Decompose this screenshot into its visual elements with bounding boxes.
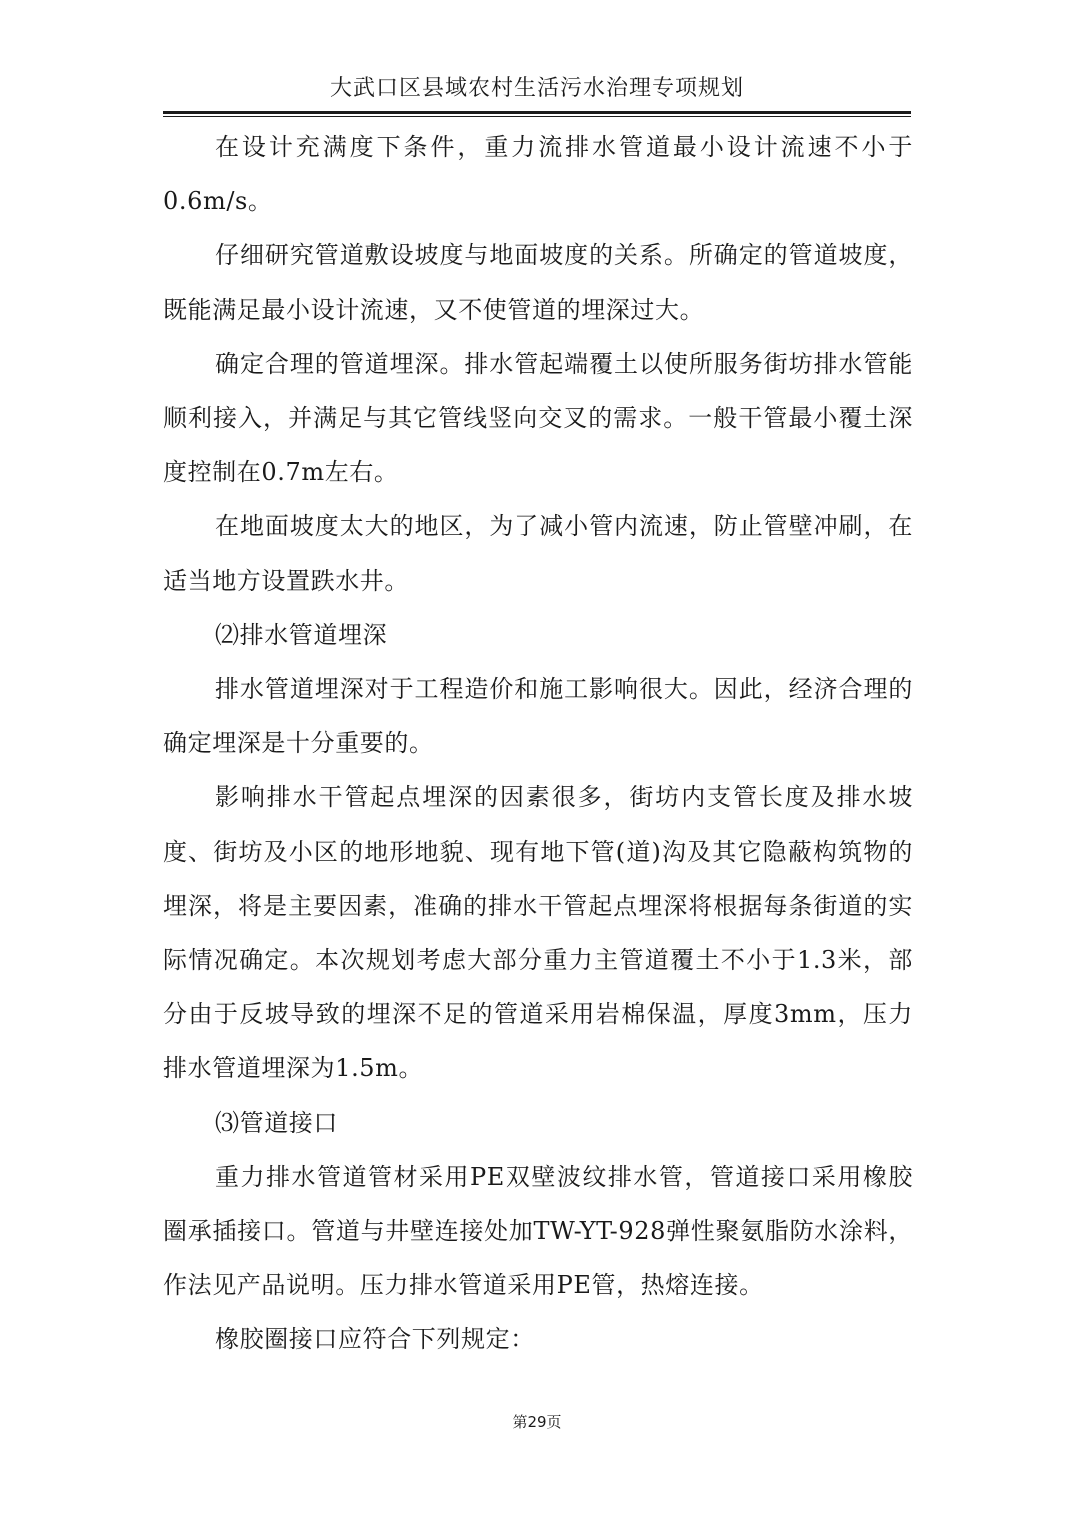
paragraph-pipe-slope: 仔细研究管道敷设坡度与地面坡度的关系。所确定的管道坡度，既能满足最小设计流速，又不使管道的埋深过大。 [163,241,913,324]
section-heading-burial-depth: ⑵排水管道埋深 [215,620,388,649]
page-number: 第29页 [512,1413,562,1431]
header-divider-thin [163,116,911,117]
paragraph-rubber-ring-rules: 橡胶圈接口应符合下列规定： [215,1325,535,1354]
page-header-title: 大武口区县域农村生活污水治理专项规划 [329,76,744,101]
paragraph-burial-factors: 影响排水干管起点埋深的因素很多，街坊内支管长度及排水坡度、街坊及小区的地形地貌、现有地下管(道)沟及其它隐蔽构筑物的埋深，将是主要因素，准确的排水干管起点埋深将根据每条街道的实际情况确定。本次规划考虑大部分重力主管道覆土不小于1.3米，部分由于反坡导致的埋深不足的管道采用岩棉保温，厚度3mm，压力排水管道埋深为1.5m。 [163,783,913,1083]
paragraph-drop-well: 在地面坡度太大的地区，为了减小管内流速，防止管壁冲刷，在适当地方设置跌水井。 [163,512,913,595]
document-body [163,120,913,1367]
header-divider-thick [163,111,911,114]
paragraph-burial-cost: 排水管道埋深对于工程造价和施工影响很大。因此，经济合理的确定埋深是十分重要的。 [163,675,913,758]
paragraph-burial-depth: 确定合理的管道埋深。排水管起端覆土以使所服务街坊排水管能顺利接入，并满足与其它管线竖向交叉的需求。一般干管最小覆土深度控制在0.7m左右。 [163,349,913,487]
paragraph-min-flow-velocity: 在设计充满度下条件，重力流排水管道最小设计流速不小于0.6m/s。 [163,133,913,216]
paragraph-pipe-material: 重力排水管道管材采用PE双壁波纹排水管，管道接口采用橡胶圈承插接口。管道与井壁连接处加TW-YT-928弹性聚氨脂防水涂料，作法见产品说明。压力排水管道采用PE管，热熔连接。 [163,1162,913,1300]
section-heading-pipe-joints: ⑶管道接口 [215,1108,338,1137]
